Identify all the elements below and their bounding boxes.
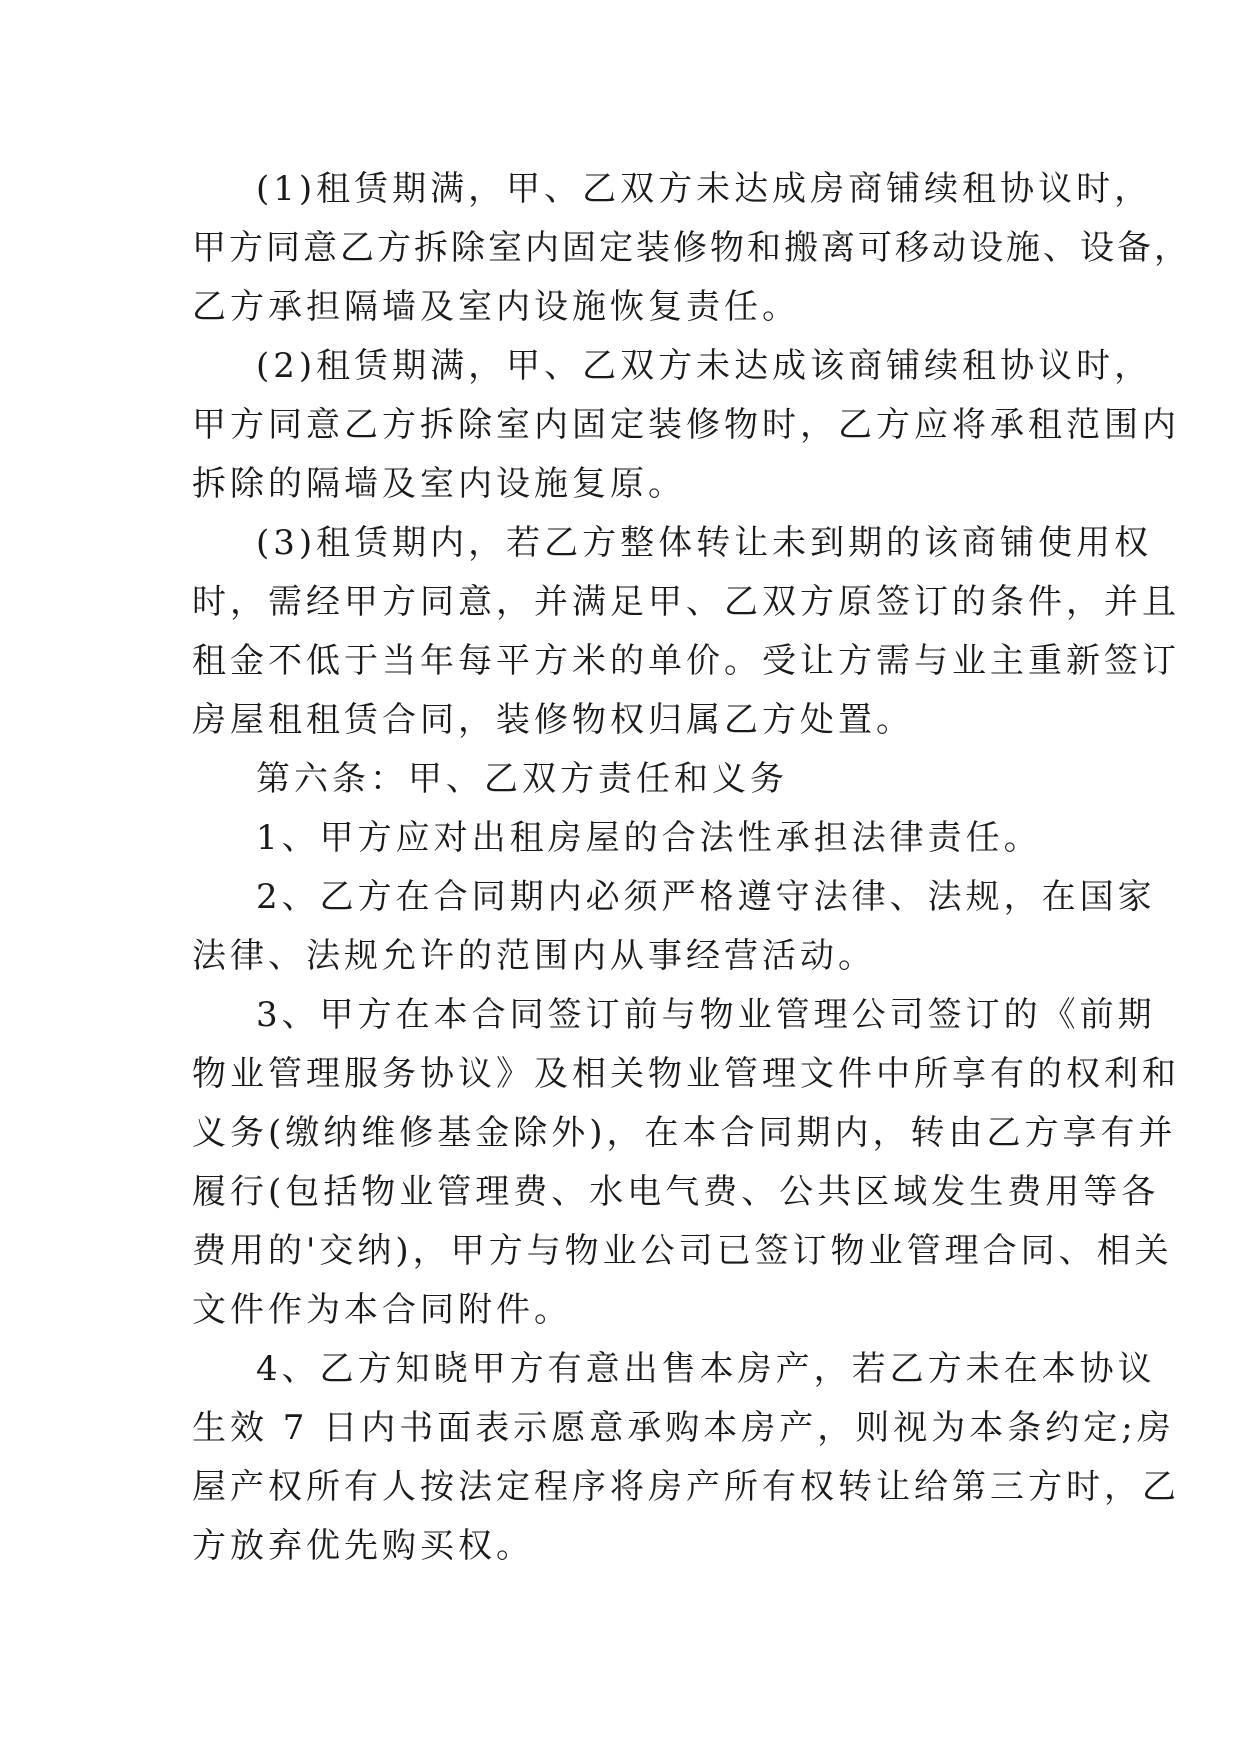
text-line: 租金不低于当年每平方米的单价。受让方需与业主重新签订	[192, 641, 1180, 681]
text-line: 方放弃优先购买权。	[192, 1526, 534, 1566]
section-heading: 第六条：甲、乙双方责任和义务	[256, 759, 788, 799]
text-line: 屋产权所有人按法定程序将房产所有权转让给第三方时，乙	[192, 1467, 1180, 1507]
text-line: 3、甲方在本合同签订前与物业管理公司签订的《前期	[256, 995, 1156, 1035]
text-line: 房屋租租赁合同，装修物权归属乙方处置。	[192, 700, 914, 740]
text-line: 甲方同意乙方拆除室内固定装修物时，乙方应将承租范围内	[192, 405, 1180, 445]
text-line: 1、甲方应对出租房屋的合法性承担法律责任。	[256, 818, 1042, 858]
text-line: (1)租赁期满，甲、乙双方未达成房商铺续租协议时，	[256, 169, 1153, 209]
text-line: 拆除的隔墙及室内设施复原。	[192, 464, 686, 504]
text-line: 乙方承担隔墙及室内设施恢复责任。	[192, 287, 800, 327]
text-line: 履行(包括物业管理费、水电气费、公共区域发生费用等各	[192, 1172, 1160, 1212]
text-line: 生效 7 日内书面表示愿意承购本房产，则视为本条约定;房	[192, 1408, 1175, 1448]
text-line: 4、乙方知晓甲方有意出售本房产，若乙方未在本协议	[256, 1349, 1156, 1389]
text-line: (3)租赁期内，若乙方整体转让未到期的该商铺使用权	[256, 523, 1153, 563]
text-line: 文件作为本合同附件。	[192, 1290, 572, 1330]
text-line: 费用的'交纳)，甲方与物业公司已签订物业管理合同、相关	[192, 1231, 1173, 1271]
text-line: 甲方同意乙方拆除室内固定装修物和搬离可移动设施、设备，	[192, 228, 1191, 268]
text-line: 义务(缴纳维修基金除外)，在本合同期内，转由乙方享有并	[192, 1113, 1177, 1153]
text-line: 法律、法规允许的范围内从事经营活动。	[192, 936, 876, 976]
text-line: 2、乙方在合同期内必须严格遵守法律、法规，在国家	[256, 877, 1156, 917]
text-line: (2)租赁期满，甲、乙双方未达成该商铺续租协议时，	[256, 346, 1153, 386]
text-line: 时，需经甲方同意，并满足甲、乙双方原签订的条件，并且	[192, 582, 1180, 622]
text-line: 物业管理服务协议》及相关物业管理文件中所享有的权利和	[192, 1054, 1180, 1094]
